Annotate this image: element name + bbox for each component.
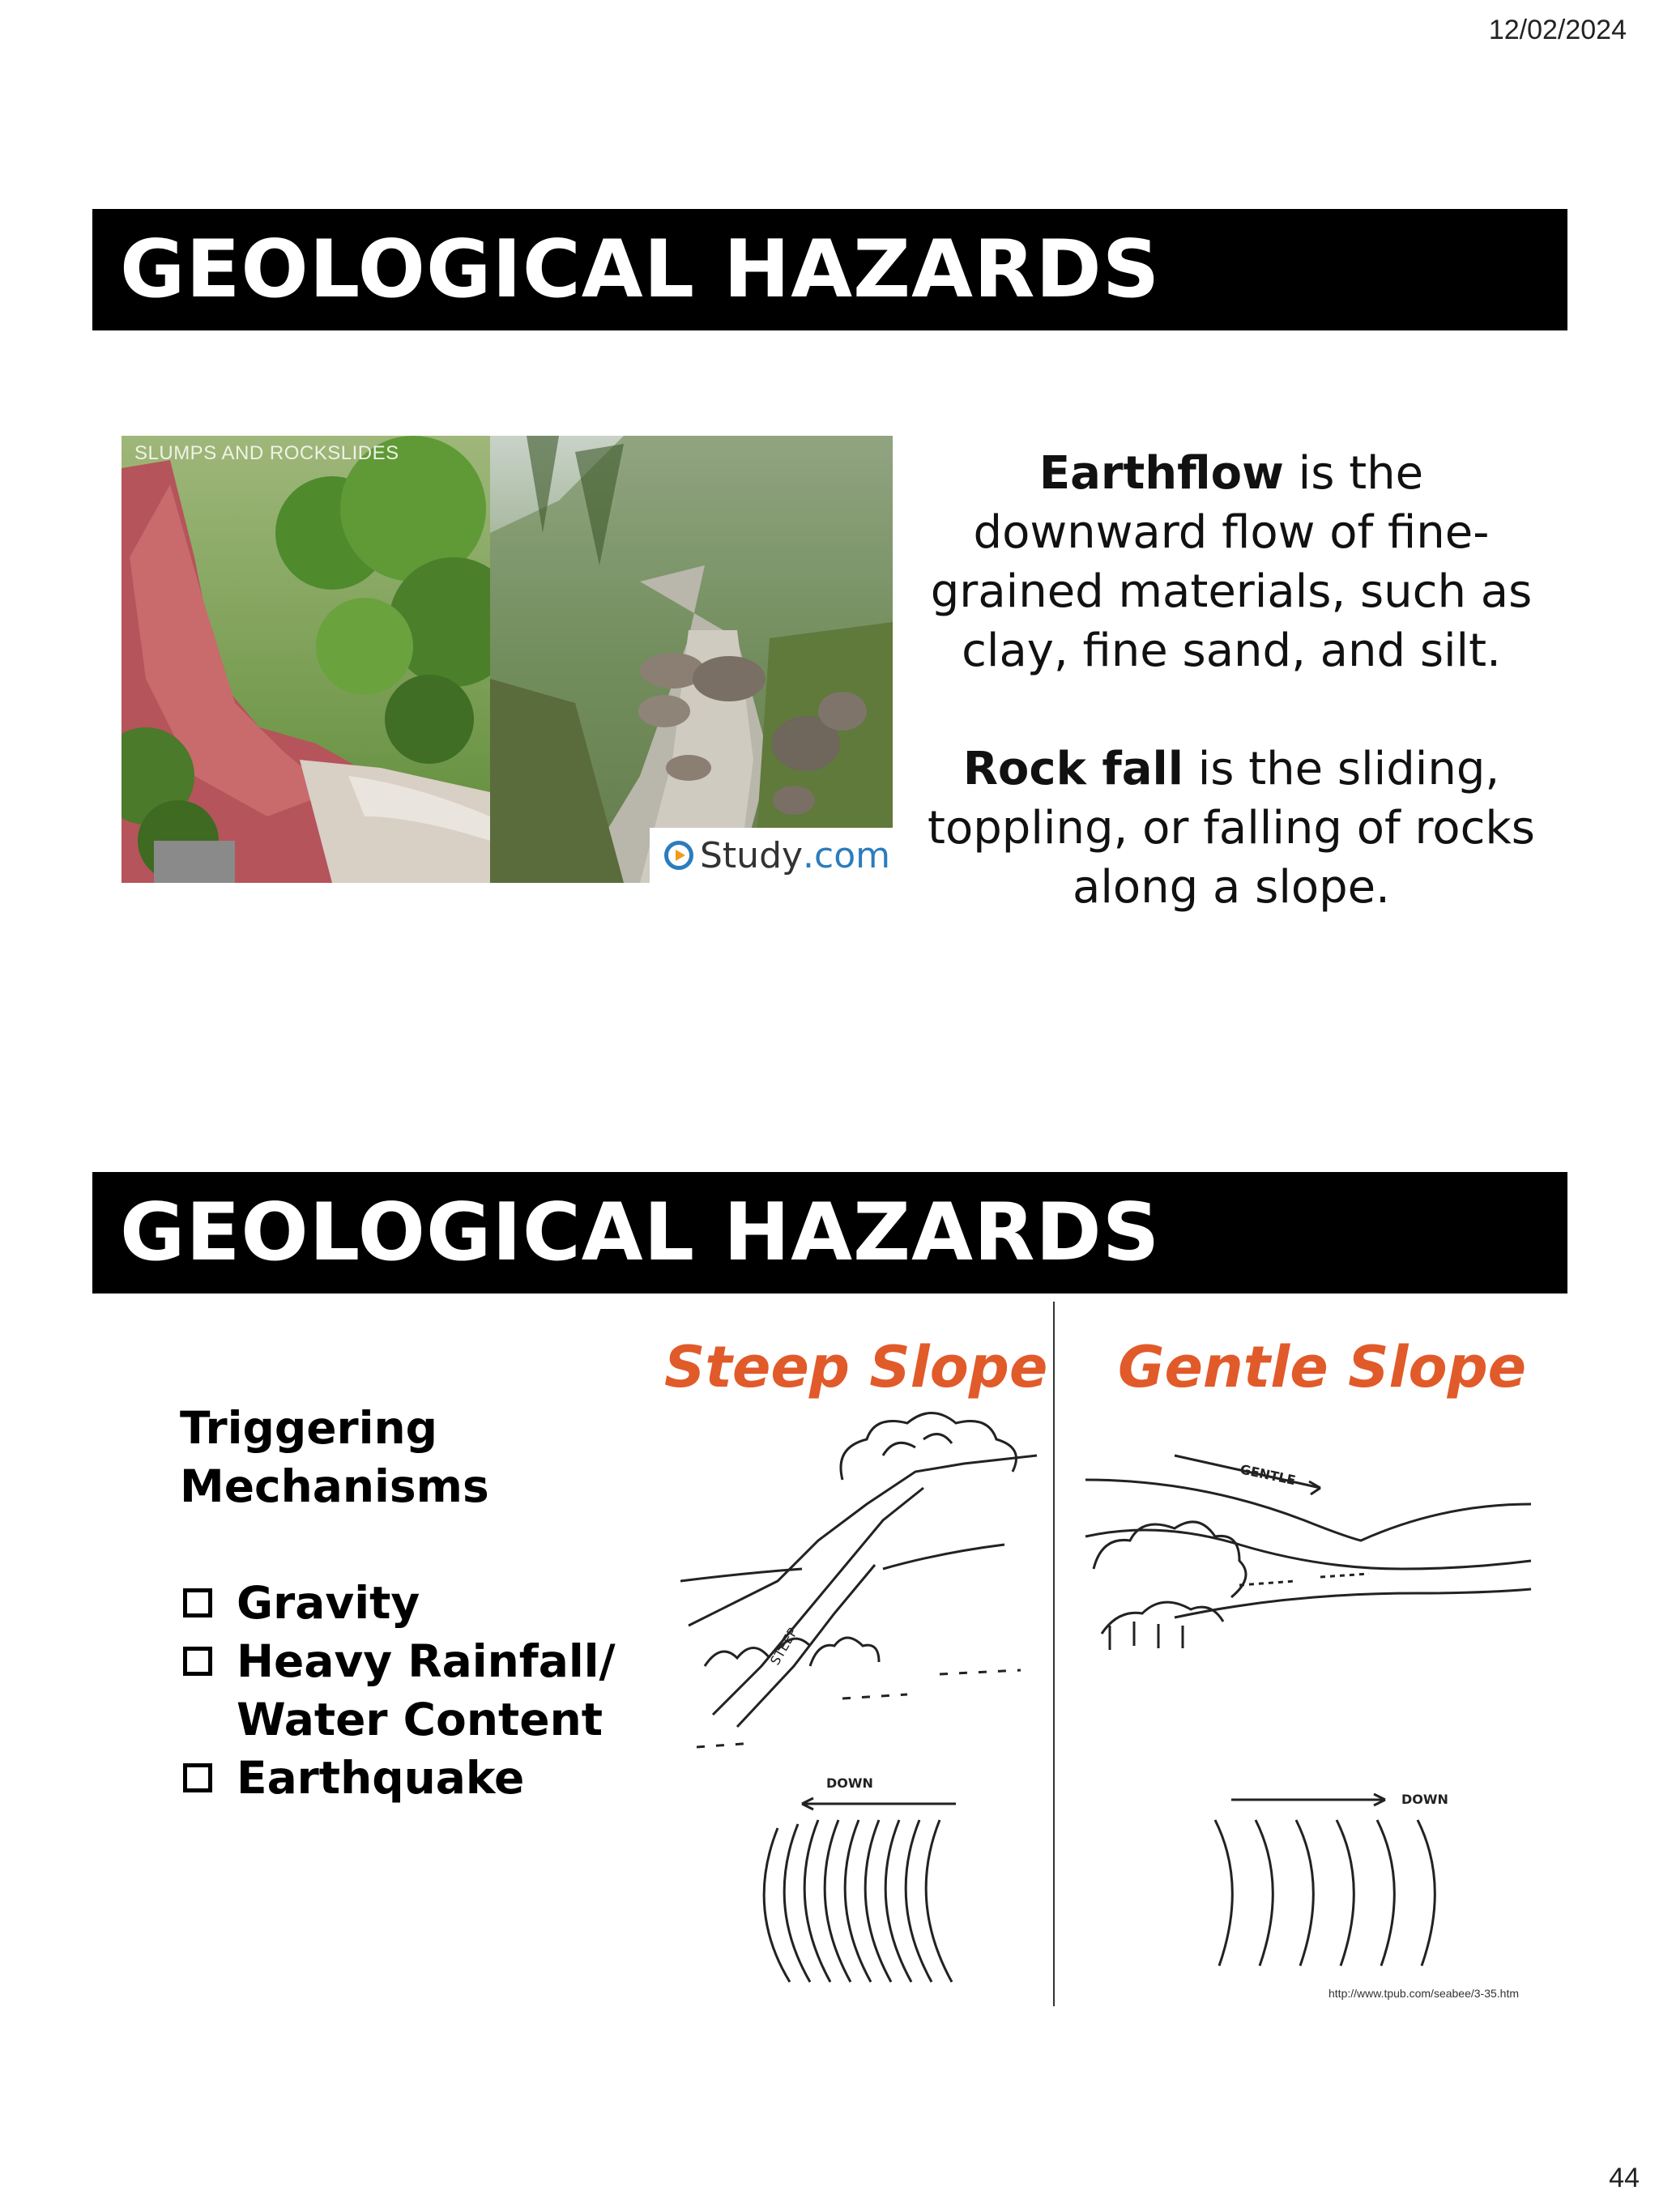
earthflow-term: Earthflow	[1038, 447, 1284, 500]
study-watermark	[650, 828, 893, 883]
page-number: 44	[1609, 2163, 1640, 2193]
gentle-slope-diagram	[1077, 1431, 1539, 1998]
checkbox-icon	[183, 1647, 212, 1676]
watermark-text: Study	[700, 834, 804, 876]
arrow-right-icon	[1309, 1481, 1320, 1494]
slide-title: GEOLOGICAL HAZARDS	[92, 1172, 1567, 1294]
steep-slope-label: Steep Slope	[664, 1334, 1048, 1400]
rockfall-text: is the sliding, toppling, or falling of rocks along a slope.	[928, 743, 1535, 914]
watermark-ext: .com	[803, 834, 891, 876]
date: 12/02/2024	[1488, 15, 1627, 45]
list-item-label: Earthquake	[237, 1752, 525, 1804]
steep-slope-text: STEEP	[767, 1625, 801, 1668]
list-item	[180, 1574, 658, 1632]
triggering-heading: Triggering Mechanisms	[180, 1402, 489, 1512]
source-url: http://www.tpub.com/seabee/3-35.htm	[1328, 1987, 1520, 2000]
earthflow-text: is the downward flow of fine-grained materials, such as clay, fine sand, and silt.	[930, 447, 1533, 677]
photo-caption: SLUMPS AND ROCKSLIDES	[134, 442, 399, 464]
divider	[1053, 1302, 1055, 2006]
landslide-illustration	[122, 436, 893, 883]
gentle-stress-lines	[1215, 1820, 1435, 1966]
slide-earthflow-rockfall	[0, 209, 1659, 978]
earthflow-definition	[915, 444, 1547, 680]
steep-down-label: DOWN	[826, 1775, 873, 1791]
list-item	[180, 1749, 658, 1807]
list-item-label: Heavy Rainfall/ Water Content	[237, 1635, 616, 1745]
gentle-slope-label: Gentle Slope	[1118, 1334, 1527, 1400]
steep-slope-diagram	[680, 1407, 1053, 1998]
rockfall-definition	[915, 739, 1547, 917]
landslide-photo	[122, 436, 893, 883]
gentle-slope-text: GENTLE	[1239, 1461, 1298, 1489]
list-item	[180, 1632, 658, 1749]
triggering-list	[180, 1399, 658, 1807]
list-item-label: Gravity	[237, 1577, 420, 1629]
rockfall-term: Rock fall	[962, 743, 1183, 795]
slide-triggering-mechanisms	[0, 1172, 1659, 2047]
slide-title: GEOLOGICAL HAZARDS	[92, 209, 1567, 330]
play-icon	[664, 841, 693, 870]
definitions	[915, 444, 1547, 976]
steep-stress-lines	[764, 1820, 952, 1982]
checkbox-icon	[183, 1588, 212, 1617]
gentle-down-label: DOWN	[1401, 1792, 1448, 1807]
checkbox-icon	[183, 1763, 212, 1792]
